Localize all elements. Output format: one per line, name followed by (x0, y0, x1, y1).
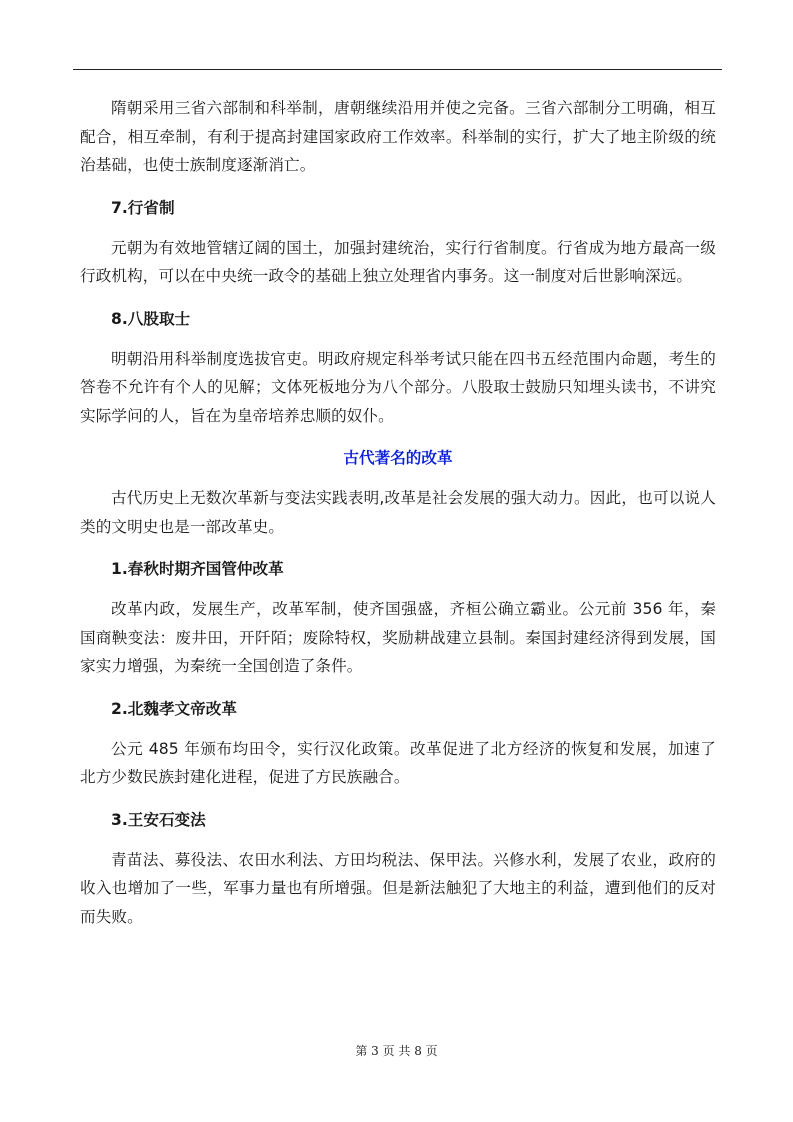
paragraph-xiaowen-reform: 公元 485 年颁布均田令，实行汉化政策。改革促进了北方经济的恢复和发展，加速了北方少数民族封建化进程，促进了方民族融合。 (80, 739, 716, 786)
document-body (80, 94, 716, 945)
paragraph-reforms-intro: 古代历史上无数次革新与变法实践表明,改革是社会发展的强大动力。因此，也可以说人类的文明史也是一部改革史。 (80, 489, 716, 536)
heading-eight-legged-essay: 8.八股取士 (111, 309, 191, 328)
paragraph-eight-legged-essay: 明朝沿用科举制度选拔官吏。明政府规定科举考试只能在四书五经范围内命题，考生的答卷不允许有个人的见解；文体死板地分为八个部分。八股取士鼓励只知埋头读书，不讲究实际学问的人，旨在为皇帝培养忠顺的奴仆。 (80, 349, 716, 425)
paragraph-wang-anshi-reform: 青苗法、募役法、农田水利法、方田均税法、保甲法。兴修水利，发展了农业，政府的收入也增加了一些，军事力量也有所增强。但是新法触犯了大地主的利益，遭到他们的反对而失败。 (80, 850, 716, 926)
page-number-footer: 第 3 页 共 8 页 (355, 1044, 438, 1058)
heading-wang-anshi-reform: 3.王安石变法 (111, 810, 206, 829)
heading-province-system: 7.行省制 (111, 198, 175, 217)
paragraph-guan-zhong-reform: 改革内政，发展生产，改革军制，使齐国强盛，齐桓公确立霸业。公元前 356 年，秦国商鞅变法：废井田，开阡陌；废除特权，奖励耕战建立县制。秦国封建经济得到发展，国家实力增强，为秦统一全国创造了条件。 (80, 600, 716, 675)
heading-xiaowen-reform: 2.北魏孝文帝改革 (111, 699, 237, 718)
paragraph-sui-tang-system: 隋朝采用三省六部制和科举制，唐朝继续沿用并使之完备。三省六部制分工明确，相互配合，相互牵制，有利于提高封建国家政府工作效率。科举制的实行，扩大了地主阶级的统治基础，也使士族制度逐渐消亡。 (80, 99, 716, 174)
heading-guan-zhong-reform: 1.春秋时期齐国管仲改革 (111, 560, 284, 578)
header-rule (73, 69, 722, 70)
paragraph-province-system: 元朝为有效地管辖辽阔的国土，加强封建统治，实行行省制度。行省成为地方最高一级行政机构，可以在中央统一政令的基础上独立处理省内事务。这一制度对后世影响深远。 (80, 238, 716, 285)
section-title-reforms: 古代著名的改革 (343, 449, 453, 467)
